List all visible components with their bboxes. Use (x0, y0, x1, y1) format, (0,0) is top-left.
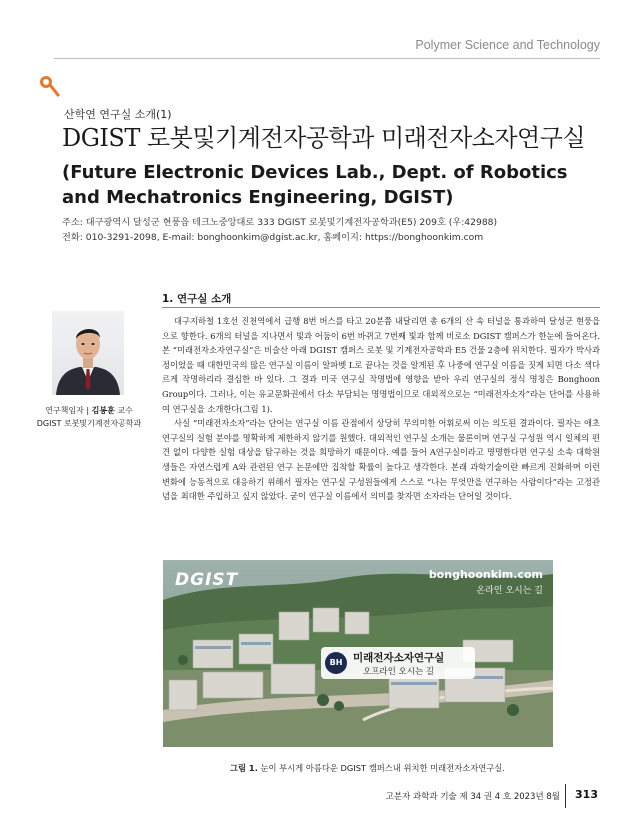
header-rule (54, 58, 600, 59)
body-paragraph-1: 대구지하철 1호선 진천역에서 급행 8번 버스를 타고 20분쯤 내달리면 총 6개의 산 속 터널을 통과하여 달성군 현풍읍으로 향한다. 6개의 터널을 지나면서 빛과 어둠이 6번 바뀌고 7번째 빛과 함께 비로소 DGIST 캠퍼스가 한눈에 들어온다. 본 “미래전자소자연구실”은 비슬산 아래 DGIST 캠퍼스 로봇 및 기계전자공학과 E5 건물 2층에 위치한다. 필자가 박사과정이었을 때 대한민국의 많은 연구실 이름이 알파벳 L로 끝나는 것을 알게된 후 나중에 연구실 이름을 짓게 되면 다소 색다르게 작명하리라 결심한 바 있다. 그 결과 미국 연구실 작명법에 영향을 받아 우리 연구실의 정식 명칭은 Bonghoon Group이다. 그러나, 이는 유교문화권에서 다소 부담되는 명명법이므로 대외적으로는 “미래전자소자”라는 단어를 사용하여 연구실을 소개한다(그림 1). (162, 316, 600, 414)
figure-caption-text: 눈이 부시게 아름다운 DGIST 캠퍼스내 위치한 미래전자소자연구실. (260, 763, 505, 773)
dgist-logo: DGIST (175, 570, 239, 590)
badge-title: 미래전자소자연구실 (353, 652, 445, 664)
footer-journal-info: 고분자 과학과 기술 제 34 권 4 호 2023년 8월 (385, 792, 560, 802)
body-text (162, 314, 600, 504)
footer-divider (565, 784, 566, 808)
person-caption (34, 404, 144, 430)
article-title-ko: DGIST 로봇및기계전자공학과 미래전자소자연구실 (62, 124, 586, 152)
campus-figure (163, 560, 553, 747)
page-number: 313 (575, 788, 598, 801)
bh-logo-icon: BH (325, 652, 347, 674)
ring-stem-decoration (49, 84, 60, 97)
figure-caption (230, 762, 505, 774)
website-callout (429, 568, 543, 596)
section-rule (162, 307, 600, 308)
lab-location-badge (321, 647, 475, 679)
person-affiliation: DGIST 로봇및기계전자공학과 (36, 419, 142, 428)
body-paragraph-2: 사실 “미래전자소자”라는 단어는 연구실 이름 관점에서 상당히 무의미한 어휘로써 이는 의도된 결과이다. 필자는 애초 연구실의 실험 분야를 명확하게 제한하지 않기를 원했다. 대외적인 연구실 소개는 물론이며 연구실 구성원 역시 일체의 편견 없이 다양한 실험 대상을 탐구하는 것을 희망하기 때문이다. 예를 들어 A연구실이라고 명명한다면 연구실 소속 대학원생들은 자연스럽게 A와 관련된 연구 논문에만 집착할 확률이 높다고 생각한다. 본래 과학기술이란 빠르게 진화하며 이런 변화에 능동적으로 대응하기 위해서 필자는 연구실 구성원들에게 스스로 “나는 무엇만을 연구하는 사람이다”라는 고정관념을 최대한 주입하고 싶지 않았다. 굳이 연구실 이름에서 의미를 찾자면 소자라는 단어일 것이다. (162, 418, 600, 502)
person-role: 연구책임자 | (45, 406, 90, 415)
website-url[interactable]: bonghoonkim.com (428, 568, 543, 581)
badge-caption: 오프라인 오시는 길 (363, 667, 435, 677)
person-name: 김봉훈 (91, 406, 115, 415)
person-title: 교수 (117, 406, 133, 415)
figure-caption-label: 그림 1. (230, 763, 258, 773)
section-heading: 1. 연구실 소개 (162, 293, 232, 305)
website-caption: 온라인 오시는 길 (476, 586, 543, 596)
portrait-photo (52, 311, 124, 395)
address-line: 주소: 대구광역시 달성군 현풍읍 테크노중앙대로 333 DGIST 로봇및기계전자공학과(E5) 209호 (우:42988) (62, 217, 498, 228)
article-title-en: (Future Electronic Devices Lab., Dept. of Robotics and Mechatronics Engineering, DGIST) (62, 162, 568, 208)
contact-line: 전화: 010-3291-2098, E-mail: bonghoonkim@dgist.ac.kr, 홈페이지: https://bonghoonkim.com (62, 232, 484, 243)
series-label: 산학연 연구실 소개(1) (64, 108, 172, 121)
journal-header: Polymer Science and Technology (415, 38, 600, 52)
